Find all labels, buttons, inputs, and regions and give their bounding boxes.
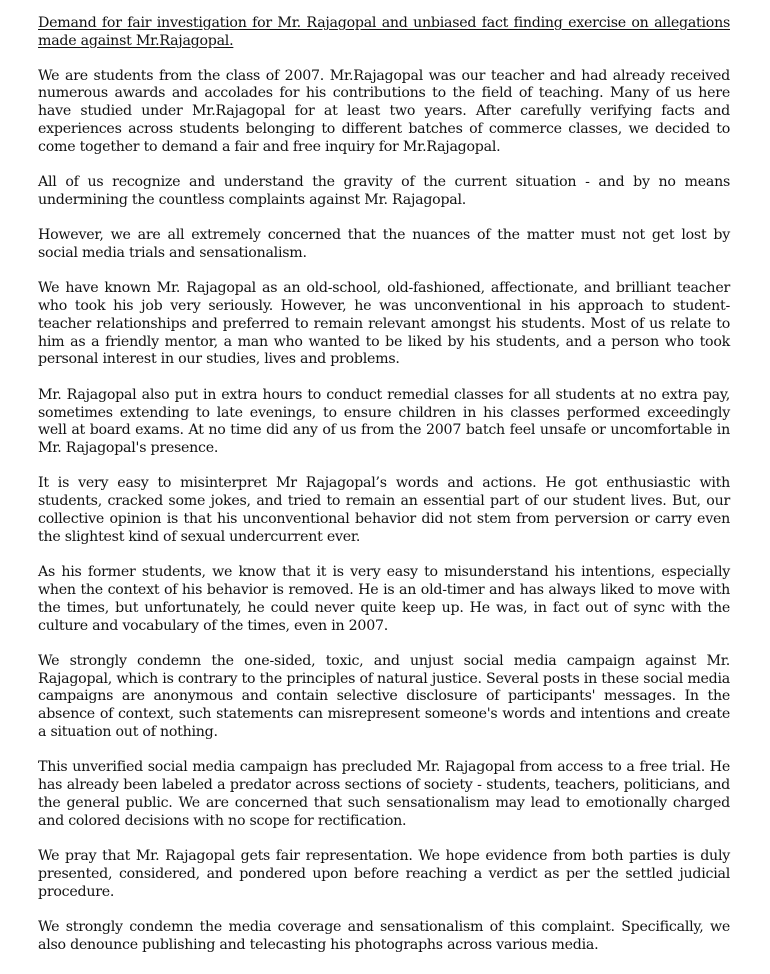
paragraph-1: We are students from the class of 2007. Mr.Rajagopal was our teacher and had already received numerous awards and accolades for his contributions to the field of teaching. Many of us here have studied under Mr.Rajagopal for at least two years. After carefully verifying facts and experiences across students belonging to different batches of commerce classes, we decided to come together to demand a fair and free inquiry for Mr.Rajagopal. xyxy=(38,67,730,155)
paragraph-8: We strongly condemn the one-sided, toxic, and unjust social media campaign against Mr. Rajagopal, which is contrary to the principles of natural justice. Several posts in these social media campaigns are anonymous and contain selective disclosure of participants' messages. In the absence of context, such statements can misrepresent someone's words and intentions and create a situation out of nothing. xyxy=(38,652,730,740)
paragraph-9: This unverified social media campaign has precluded Mr. Rajagopal from access to a free trial. He has already been labeled a predator across sections of society - students, teachers, politicians, and the general public. We are concerned that such sensationalism may lead to emotionally charged and colored decisions with no scope for rectification. xyxy=(38,759,730,829)
paragraph-11: We strongly condemn the media coverage and sensationalism of this complaint. Specifically, we also denounce publishing and telecasting his photographs across various media. xyxy=(38,918,730,953)
paragraph-10: We pray that Mr. Rajagopal gets fair representation. We hope evidence from both parties is duly presented, considered, and pondered upon before reaching a verdict as per the settled judicial procedure. xyxy=(38,847,730,900)
paragraph-5: Mr. Rajagopal also put in extra hours to conduct remedial classes for all students at no extra pay, sometimes extending to late evenings, to ensure children in his classes performed exceedingly well at board exams. At no time did any of us from the 2007 batch feel unsafe or uncomfortable in Mr. Rajagopal's presence. xyxy=(38,386,730,457)
paragraph-3: However, we are all extremely concerned that the nuances of the matter must not get lost by social media trials and sensationalism. xyxy=(38,227,730,261)
paragraph-2: All of us recognize and understand the gravity of the current situation - and by no means undermining the countless complaints against Mr. Rajagopal. xyxy=(38,174,730,208)
paragraph-4: We have known Mr. Rajagopal as an old-school, old-fashioned, affectionate, and brilliant teacher who took his job very seriously. However, he was unconventional in his approach to student-teacher relationships and preferred to remain relevant amongst his students. Most of us relate to him as a friendly mentor, a man who wanted to be liked by his students, and a person who took personal interest in our studies, lives and problems. xyxy=(38,280,730,368)
paragraph-6: It is very easy to misinterpret Mr Rajagopal’s words and actions. He got enthusiastic with students, cracked some jokes, and tried to remain an essential part of our student lives. But, our collective opinion is that his unconventional behavior did not stem from perversion or carry even the slightest kind of sexual undercurrent ever. xyxy=(38,475,730,545)
document-title: Demand for fair investigation for Mr. Rajagopal and unbiased fact finding exercise on allegations made against Mr.Rajagopal. xyxy=(38,15,730,49)
paragraph-7: As his former students, we know that it is very easy to misunderstand his intentions, especially when the context of his behavior is removed. He is an old-timer and has always liked to move with the times, but unfortunately, he could never quite keep up. He was, in fact out of sync with the culture and vocabulary of the times, even in 2007. xyxy=(38,564,730,634)
